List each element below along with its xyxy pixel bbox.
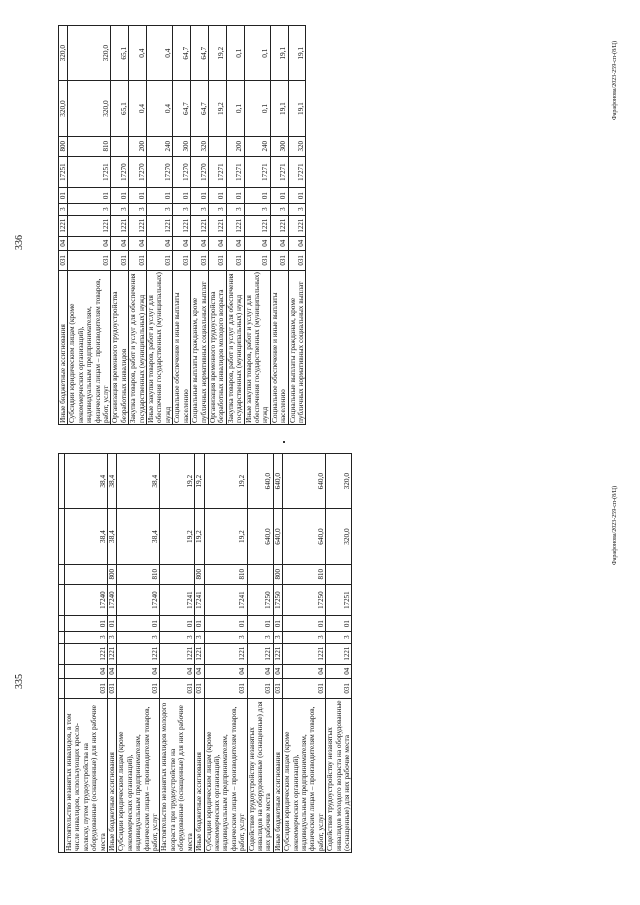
code-cell: 240 — [147, 136, 173, 156]
code-cell: 031 — [68, 250, 111, 270]
code-cell: 031 — [208, 250, 226, 270]
amount-cell: 0,4 — [129, 26, 147, 81]
code-cell: 1221 — [288, 215, 306, 236]
table-row — [117, 454, 160, 853]
page-number: 336 — [14, 235, 25, 250]
code-cell: 1221 — [270, 215, 288, 236]
code-cell: 1221 — [283, 643, 326, 664]
row-name: Иные бюджетные ассигнования — [108, 698, 117, 852]
code-cell: 3 — [117, 631, 160, 643]
row-name: Субсидии юридическим лицам (кроме некоммерческих организаций), индивидуальным предпринимателям, физическим лицам – производителям товаров, работ, услуг — [68, 270, 111, 424]
code-cell: 04 — [244, 236, 270, 250]
amount-cell: 320,0 — [68, 81, 111, 136]
row-name: Иные закупки товаров, работ и услуг для обеспечения государственных (муниципальных) нужд — [243, 272, 270, 423]
table-row — [173, 26, 191, 425]
code-cell: 3 — [173, 203, 191, 215]
amount-cell: 0,4 — [147, 81, 173, 136]
code-cell: 17250 — [273, 584, 282, 616]
code-cell: 3 — [226, 203, 244, 215]
table-row — [160, 454, 195, 853]
row-name: Закупка товаров, работ и услуг для обеспечения государственных (муниципальных) нужд — [226, 270, 244, 424]
code-cell: 031 — [195, 678, 204, 698]
code-cell: 17241 — [160, 584, 195, 616]
footer-code: Фарафонова/2023-259-сп-(8/Ц) — [612, 40, 618, 120]
code-cell: 1221 — [160, 643, 195, 664]
code-cell: 1221 — [244, 215, 270, 236]
row-name: Субсидии юридическим лицам (кроме некоммерческих организаций), индивидуальным предпринимателям, физическим лицам – производителям товаров, работ, услуг — [204, 698, 247, 852]
amount-cell: 19,2 — [160, 454, 195, 509]
amount-cell: 19,1 — [270, 26, 288, 81]
code-cell: 04 — [326, 664, 352, 678]
code-cell: 3 — [270, 203, 288, 215]
amount-cell: 64,7 — [191, 26, 209, 81]
code-cell: 01 — [247, 616, 273, 631]
code-cell: 300 — [270, 136, 288, 156]
amount-cell: 19,2 — [195, 454, 204, 509]
code-cell: 1221 — [191, 215, 209, 236]
table-row — [147, 26, 173, 425]
code-cell: 031 — [270, 250, 288, 270]
row-name: Организация временного трудоустройства безработных инвалидов молодого возраста — [208, 270, 226, 424]
table-row — [65, 454, 108, 853]
amount-cell: 640,0 — [247, 509, 273, 564]
code-cell: 17240 — [117, 584, 160, 616]
code-cell: 01 — [68, 188, 111, 203]
code-cell: 031 — [204, 678, 247, 698]
amount-cell: 320,0 — [326, 454, 352, 509]
code-cell: 1221 — [273, 643, 282, 664]
amount-cell: 65,1 — [111, 26, 129, 81]
amount-cell: 0,1 — [226, 81, 244, 136]
code-cell: 800 — [59, 136, 68, 156]
code-cell: 17270 — [173, 156, 191, 188]
code-cell: 1221 — [326, 643, 352, 664]
table-row — [129, 26, 147, 425]
table-row — [195, 454, 204, 853]
code-cell: 031 — [244, 250, 270, 270]
code-cell: 17270 — [191, 156, 209, 188]
code-cell: 031 — [160, 678, 195, 698]
code-cell: 17251 — [326, 584, 352, 616]
row-name: Социальное обеспечение и иные выплаты населению — [270, 270, 288, 424]
row-name: Субсидии юридическим лицам (кроме некоммерческих организаций), индивидуальным предпринимателям, физическим лицам – производителям товаров, работ, услуг — [283, 698, 326, 852]
code-cell: 17270 — [147, 156, 173, 188]
code-cell: 1221 — [59, 215, 68, 236]
code-cell: 01 — [244, 188, 270, 203]
code-cell: 3 — [283, 631, 326, 643]
row-name: Социальное обеспечение и иные выплаты населению — [173, 270, 191, 424]
amount-cell: 320,0 — [326, 509, 352, 564]
amount-cell: 19,2 — [195, 509, 204, 564]
code-cell: 17251 — [68, 156, 111, 188]
code-cell: 031 — [117, 678, 160, 698]
code-cell: 031 — [247, 678, 273, 698]
code-cell — [208, 136, 226, 156]
code-cell: 01 — [65, 616, 108, 631]
code-cell: 1221 — [65, 643, 108, 664]
code-cell: 17270 — [111, 156, 129, 188]
code-cell: 01 — [288, 188, 306, 203]
amount-cell: 19,2 — [208, 26, 226, 81]
code-cell: 01 — [59, 188, 68, 203]
code-cell: 04 — [288, 236, 306, 250]
code-cell: 3 — [111, 203, 129, 215]
budget-table-body — [59, 454, 352, 853]
code-cell: 04 — [191, 236, 209, 250]
code-cell: 04 — [147, 236, 173, 250]
row-name: Иные бюджетные ассигнования — [195, 698, 204, 852]
code-cell: 031 — [111, 250, 129, 270]
amount-cell: 38,4 — [108, 509, 117, 564]
table-row — [111, 26, 129, 425]
table-row — [270, 26, 288, 425]
row-name: Иные бюджетные ассигнования — [59, 270, 68, 424]
code-cell: 17271 — [270, 156, 288, 188]
code-cell: 01 — [195, 616, 204, 631]
table-row — [191, 26, 209, 425]
code-cell: 04 — [108, 664, 117, 678]
code-cell: 3 — [326, 631, 352, 643]
amount-cell: 38,4 — [65, 454, 108, 509]
code-cell: 1221 — [117, 643, 160, 664]
code-cell: 1221 — [204, 643, 247, 664]
code-cell: 3 — [208, 203, 226, 215]
code-cell: 17271 — [208, 156, 226, 188]
code-cell: 3 — [195, 631, 204, 643]
code-cell: 01 — [173, 188, 191, 203]
code-cell: 01 — [111, 188, 129, 203]
code-cell: 3 — [68, 203, 111, 215]
code-cell: 800 — [273, 564, 282, 584]
code-cell: 200 — [129, 136, 147, 156]
code-cell: 04 — [226, 236, 244, 250]
code-cell: 3 — [59, 203, 68, 215]
code-cell: 04 — [160, 664, 195, 678]
code-cell: 04 — [208, 236, 226, 250]
code-cell: 1221 — [247, 643, 273, 664]
code-cell: 031 — [226, 250, 244, 270]
code-cell: 1221 — [111, 215, 129, 236]
code-cell — [326, 564, 352, 584]
row-name: Иные бюджетные ассигнования — [273, 698, 282, 852]
code-cell: 17240 — [65, 584, 108, 616]
code-cell: 1221 — [226, 215, 244, 236]
code-cell: 01 — [191, 188, 209, 203]
amount-cell: 640,0 — [283, 509, 326, 564]
code-cell: 01 — [117, 616, 160, 631]
footer-code: Фарафонова/2023-259-сп-(8/Ц) — [612, 485, 618, 565]
code-cell: 1221 — [208, 215, 226, 236]
table-row — [68, 26, 111, 425]
code-cell: 01 — [147, 188, 173, 203]
code-cell: 17250 — [247, 584, 273, 616]
code-cell: 01 — [108, 616, 117, 631]
code-cell: 04 — [273, 664, 282, 678]
code-cell: 17271 — [226, 156, 244, 188]
amount-cell: 64,7 — [191, 81, 209, 136]
amount-cell: 0,4 — [129, 81, 147, 136]
code-cell: 031 — [173, 250, 191, 270]
code-cell — [65, 564, 108, 584]
code-cell: 17250 — [283, 584, 326, 616]
code-cell: 031 — [65, 678, 108, 698]
row-name: Содействие трудоустройству незанятых инвалидов молодого возраста на оборудованные (оснащенные) для них рабочие места — [326, 698, 352, 852]
code-cell: 3 — [147, 203, 173, 215]
code-cell: 04 — [270, 236, 288, 250]
amount-cell: 19,2 — [208, 81, 226, 136]
amount-cell: 640,0 — [273, 509, 282, 564]
table-row — [244, 26, 270, 425]
row-name: Закупка товаров, работ и услуг для обеспечения государственных (муниципальных) нужд — [129, 270, 147, 424]
code-cell: 3 — [65, 631, 108, 643]
table-row — [326, 454, 352, 853]
code-cell: 031 — [59, 250, 68, 270]
table-row — [226, 26, 244, 425]
code-cell: 01 — [226, 188, 244, 203]
row-name: Субсидии юридическим лицам (кроме некоммерческих организаций), индивидуальным предпринимателям, физическим лицам – производителям товаров, работ, услуг — [117, 698, 160, 852]
amount-cell: 640,0 — [247, 454, 273, 509]
code-cell: 3 — [273, 631, 282, 643]
code-cell: 01 — [160, 616, 195, 631]
code-cell: 810 — [68, 136, 111, 156]
speck — [283, 441, 285, 443]
code-cell: 3 — [288, 203, 306, 215]
code-cell: 3 — [244, 203, 270, 215]
table-row — [288, 26, 306, 425]
amount-cell: 64,7 — [173, 81, 191, 136]
code-cell — [111, 136, 129, 156]
code-cell: 17271 — [244, 156, 270, 188]
code-cell: 1221 — [147, 215, 173, 236]
code-cell: 1221 — [129, 215, 147, 236]
row-name: Организация временного трудоустройства безработных инвалидов — [111, 270, 129, 424]
row-name: Социальные выплаты гражданам, кроме публичных нормативных социальных выплат — [191, 270, 209, 424]
code-cell: 3 — [247, 631, 273, 643]
page-number: 335 — [14, 674, 25, 689]
code-cell: 04 — [247, 664, 273, 678]
amount-cell: 640,0 — [273, 454, 282, 509]
code-cell: 1221 — [173, 215, 191, 236]
row-name: Содействие трудоустройству незанятых инвалидов на оборудованные (оснащенные) для них рабочие места — [247, 698, 273, 852]
table-row — [204, 454, 247, 853]
code-cell: 031 — [147, 250, 173, 270]
amount-cell: 19,2 — [204, 454, 247, 509]
code-cell: 04 — [204, 664, 247, 678]
code-cell: 01 — [283, 616, 326, 631]
budget-table-body — [59, 26, 306, 425]
amount-cell: 19,1 — [288, 81, 306, 136]
row-name: Социальные выплаты гражданам, кроме публичных нормативных социальных выплат — [288, 270, 306, 424]
code-cell: 031 — [273, 678, 282, 698]
row-name: Иные закупки товаров, работ и услуг для обеспечения государственных (муниципальных) нужд — [146, 272, 172, 423]
code-cell: 04 — [111, 236, 129, 250]
code-cell: 031 — [326, 678, 352, 698]
code-cell: 04 — [195, 664, 204, 678]
amount-cell: 38,4 — [117, 509, 160, 564]
amount-cell: 38,4 — [65, 509, 108, 564]
amount-cell: 19,2 — [160, 509, 195, 564]
table-row — [208, 26, 226, 425]
code-cell: 01 — [129, 188, 147, 203]
row-name: Настоятельство незанятых инвалидов молодого возраста при трудоустройстве на оборудованные (оснащенные) для них рабочие места — [160, 698, 195, 852]
code-cell: 031 — [283, 678, 326, 698]
code-cell: 3 — [191, 203, 209, 215]
code-cell: 01 — [273, 616, 282, 631]
code-cell: 17241 — [195, 584, 204, 616]
code-cell: 320 — [288, 136, 306, 156]
code-cell: 810 — [204, 564, 247, 584]
code-cell: 800 — [195, 564, 204, 584]
table-row — [247, 454, 273, 853]
amount-cell: 38,4 — [117, 454, 160, 509]
code-cell: 3 — [204, 631, 247, 643]
code-cell: 04 — [117, 664, 160, 678]
code-cell: 01 — [270, 188, 288, 203]
code-cell — [160, 564, 195, 584]
code-cell: 3 — [129, 203, 147, 215]
code-cell: 031 — [191, 250, 209, 270]
code-cell: 01 — [208, 188, 226, 203]
amount-cell: 19,1 — [288, 26, 306, 81]
amount-cell: 640,0 — [283, 454, 326, 509]
code-cell: 17271 — [288, 156, 306, 188]
code-cell: 1221 — [68, 215, 111, 236]
code-cell: 031 — [108, 678, 117, 698]
code-cell: 01 — [204, 616, 247, 631]
amount-cell: 65,1 — [111, 81, 129, 136]
amount-cell: 19,1 — [270, 81, 288, 136]
budget-table-page-336 — [58, 25, 306, 425]
code-cell: 3 — [160, 631, 195, 643]
code-cell: 04 — [59, 236, 68, 250]
code-cell: 031 — [129, 250, 147, 270]
code-cell — [247, 564, 273, 584]
amount-cell: 38,4 — [108, 454, 117, 509]
code-cell: 01 — [326, 616, 352, 631]
amount-cell: 64,7 — [173, 26, 191, 81]
code-cell: 810 — [117, 564, 160, 584]
table-row — [283, 454, 326, 853]
code-cell: 300 — [173, 136, 191, 156]
code-cell: 04 — [68, 236, 111, 250]
amount-cell: 0,1 — [226, 26, 244, 81]
code-cell: 04 — [129, 236, 147, 250]
code-cell: 17240 — [108, 584, 117, 616]
row-name: Настоятельство незанятых инвалидов, в том числе инвалидов, использующих кресло-коляску, путем трудоустройства на оборудованные (оснащенные) для них рабочие места — [65, 698, 108, 852]
code-cell: 320 — [191, 136, 209, 156]
budget-table-page-335 — [58, 453, 352, 853]
amount-cell: 0,1 — [244, 26, 270, 81]
amount-cell: 19,2 — [204, 509, 247, 564]
code-cell: 800 — [108, 564, 117, 584]
code-cell: 031 — [288, 250, 306, 270]
code-cell: 1221 — [108, 643, 117, 664]
code-cell: 240 — [244, 136, 270, 156]
amount-cell: 320,0 — [59, 81, 68, 136]
code-cell: 17251 — [59, 156, 68, 188]
code-cell: 17241 — [204, 584, 247, 616]
code-cell: 17270 — [129, 156, 147, 188]
code-cell: 04 — [173, 236, 191, 250]
code-cell: 200 — [226, 136, 244, 156]
amount-cell: 0,4 — [147, 26, 173, 81]
code-cell: 04 — [65, 664, 108, 678]
amount-cell: 320,0 — [59, 26, 68, 81]
amount-cell: 0,1 — [244, 81, 270, 136]
amount-cell: 320,0 — [68, 26, 111, 81]
code-cell: 3 — [108, 631, 117, 643]
code-cell: 04 — [283, 664, 326, 678]
code-cell: 810 — [283, 564, 326, 584]
code-cell: 1221 — [195, 643, 204, 664]
